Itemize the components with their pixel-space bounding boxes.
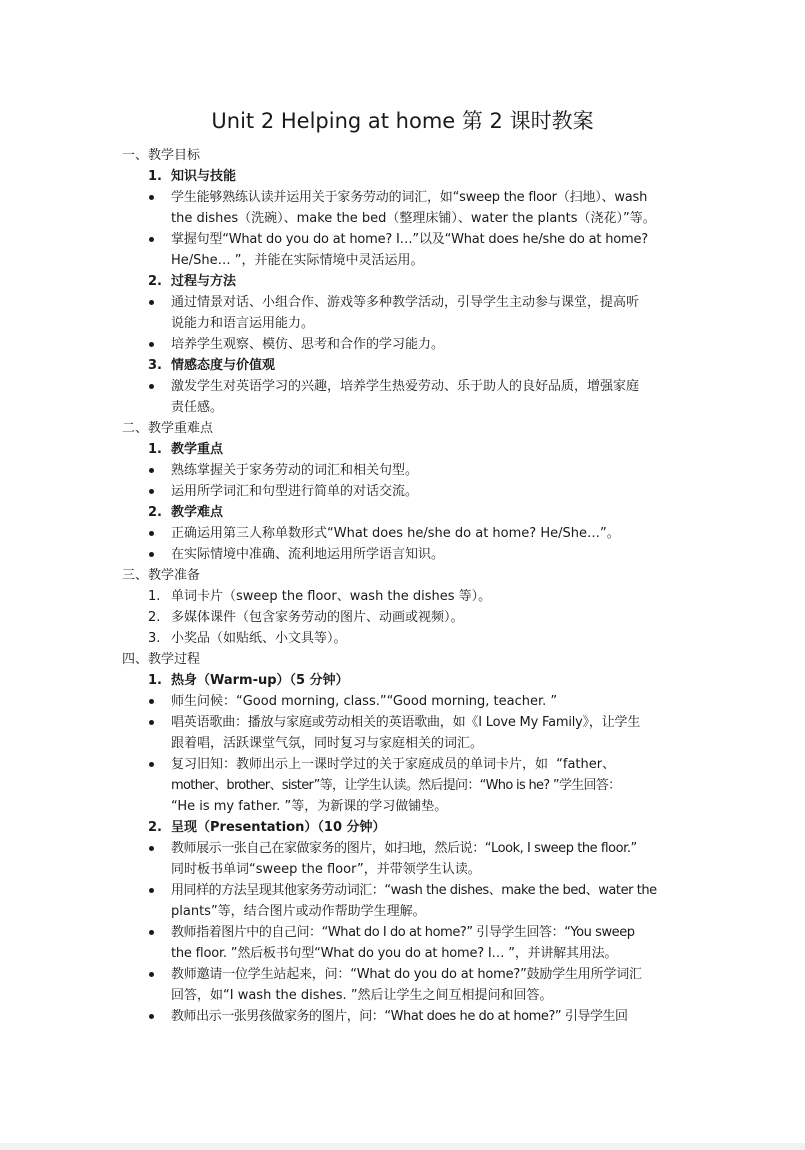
bullet-text-line: 用同样的方法呈现其他家务劳动词汇：“wash the dishes、make the bed、water the bbox=[171, 883, 657, 898]
bullet-item bbox=[122, 754, 687, 817]
subheading-label: 教学难点 bbox=[171, 505, 224, 520]
subheading-difficulties bbox=[122, 502, 687, 523]
bullet-text-line: 教师出示一张男孩做家务的图片，问：“What does he do at home?” 引导学生回 bbox=[171, 1009, 628, 1024]
subheading-process-methods bbox=[122, 271, 687, 292]
bullet-icon bbox=[149, 300, 154, 305]
bullet-icon bbox=[149, 237, 154, 242]
bullet-item bbox=[122, 1006, 687, 1027]
subheading-knowledge-skills bbox=[122, 166, 687, 187]
section-heading-key-points: 二、教学重难点 bbox=[122, 421, 214, 436]
bullet-text-line: 跟着唱，活跃课堂气氛，同时复习与家庭相关的词汇。 bbox=[171, 736, 484, 751]
section-heading-procedure: 四、教学过程 bbox=[122, 652, 201, 667]
bullet-text-line: 唱英语歌曲：播放与家庭或劳动相关的英语歌曲，如《I Love My Family》，让学生 bbox=[171, 715, 641, 730]
subheading-label: 情感态度与价值观 bbox=[171, 358, 276, 373]
numbered-item bbox=[122, 586, 687, 607]
bullet-text-line: the floor. ”然后板书句型“What do you do at home? I… ”，并讲解其用法。 bbox=[171, 946, 618, 961]
bullet-icon bbox=[149, 846, 154, 851]
list-number: 3. bbox=[148, 631, 161, 646]
subheading-key-focus bbox=[122, 439, 687, 460]
subheading-label: 教学重点 bbox=[171, 442, 224, 457]
bullet-item bbox=[122, 187, 687, 229]
bullet-text-line: plants”等，结合图片或动作帮助学生理解。 bbox=[171, 904, 426, 919]
subheading-presentation bbox=[122, 817, 687, 838]
bullet-text-line: “He is my father. ”等，为新课的学习做铺垫。 bbox=[171, 799, 448, 814]
numbered-item bbox=[122, 628, 687, 649]
bullet-item bbox=[122, 481, 687, 502]
bullet-item bbox=[122, 544, 687, 565]
bullet-text-line: 通过情景对话、小组合作、游戏等多种教学活动，引导学生主动参与课堂，提高听 bbox=[171, 295, 640, 310]
bullet-icon bbox=[149, 195, 154, 200]
bullet-item bbox=[122, 838, 687, 880]
bullet-text-line: mother、brother、sister”等，让学生认读。然后提问：“Who is he? ”学生回答： bbox=[171, 778, 621, 793]
bullet-text-line: 正确运用第三人称单数形式“What does he/she do at home? He/She…”。 bbox=[171, 526, 620, 541]
bullet-text-line: 回答，如“I wash the dishes. ”然后让学生之间互相提问和回答。 bbox=[171, 988, 553, 1003]
subheading-label: 热身（Warm-up）（5 分钟） bbox=[171, 673, 349, 688]
bullet-item bbox=[122, 523, 687, 544]
bullet-item bbox=[122, 922, 687, 964]
subheading-label: 过程与方法 bbox=[171, 274, 237, 289]
subheading-label: 知识与技能 bbox=[171, 169, 237, 184]
bullet-icon bbox=[149, 930, 154, 935]
bullet-icon bbox=[149, 888, 154, 893]
bullet-text-line: He/She… ”，并能在实际情境中灵活运用。 bbox=[171, 253, 424, 268]
bullet-icon bbox=[149, 762, 154, 767]
bullet-item bbox=[122, 964, 687, 1006]
numbered-item bbox=[122, 607, 687, 628]
document-body bbox=[122, 145, 687, 1027]
bullet-text-line: 同时板书单词“sweep the floor”，并带领学生认读。 bbox=[171, 862, 481, 877]
numbered-item-text: 单词卡片（sweep the floor、wash the dishes 等）。 bbox=[171, 589, 492, 604]
bullet-icon bbox=[149, 699, 154, 704]
bullet-item bbox=[122, 880, 687, 922]
bullet-text-line: 熟练掌握关于家务劳动的词汇和相关句型。 bbox=[171, 463, 419, 478]
bullet-icon bbox=[149, 384, 154, 389]
bullet-text-line: 师生问候：“Good morning, class.”“Good morning, teacher. ” bbox=[171, 694, 558, 709]
bullet-icon bbox=[149, 972, 154, 977]
bullet-item bbox=[122, 712, 687, 754]
list-number: 1. bbox=[148, 673, 162, 688]
subheading-warm-up bbox=[122, 670, 687, 691]
bullet-text-line: 教师邀请一位学生站起来，问：“What do you do at home?”鼓励学生用所学词汇 bbox=[171, 967, 642, 982]
bullet-text-line: 在实际情境中准确、流利地运用所学语言知识。 bbox=[171, 547, 445, 562]
bullet-text-line: 教师展示一张自己在家做家务的图片，如扫地，然后说：“Look, I sweep the floor.” bbox=[171, 841, 637, 856]
bullet-text-line: 责任感。 bbox=[171, 400, 224, 415]
bullet-item bbox=[122, 229, 687, 271]
list-number: 1. bbox=[148, 442, 162, 457]
bullet-icon bbox=[149, 720, 154, 725]
list-number: 2. bbox=[148, 505, 162, 520]
section-heading-objectives: 一、教学目标 bbox=[122, 148, 201, 163]
list-number: 2. bbox=[148, 610, 161, 625]
bullet-icon bbox=[149, 489, 154, 494]
bullet-text-line: 掌握句型“What do you do at home? I…”以及“What does he/she do at home? bbox=[171, 232, 648, 247]
list-number: 3. bbox=[148, 358, 162, 373]
section-heading-preparation: 三、教学准备 bbox=[122, 568, 201, 583]
bullet-text-line: 培养学生观察、模仿、思考和合作的学习能力。 bbox=[171, 337, 445, 352]
bullet-text-line: 复习旧知：教师出示上一课时学过的关于家庭成员的单词卡片，如 “father、 bbox=[171, 757, 616, 772]
bullet-item bbox=[122, 460, 687, 481]
list-number: 2. bbox=[148, 820, 162, 835]
bullet-item bbox=[122, 334, 687, 355]
bullet-item bbox=[122, 376, 687, 418]
bullet-text-line: the dishes（洗碗）、make the bed（整理床铺）、water the plants（浇花）”等。 bbox=[171, 211, 656, 226]
bullet-text-line: 激发学生对英语学习的兴趣，培养学生热爱劳动、乐于助人的良好品质，增强家庭 bbox=[171, 379, 640, 394]
bullet-item bbox=[122, 292, 687, 334]
numbered-item-text: 小奖品（如贴纸、小文具等）。 bbox=[171, 631, 347, 646]
list-number: 1. bbox=[148, 169, 162, 184]
subheading-label: 呈现（Presentation）（10 分钟） bbox=[171, 820, 386, 835]
bullet-text-line: 说能力和语言运用能力。 bbox=[171, 316, 315, 331]
bullet-icon bbox=[149, 468, 154, 473]
bullet-text-line: 学生能够熟练认读并运用关于家务劳动的词汇，如“sweep the floor（扫地）、wash bbox=[171, 190, 648, 205]
numbered-item-text: 多媒体课件（包含家务劳动的图片、动画或视频）。 bbox=[171, 610, 464, 625]
bullet-icon bbox=[149, 552, 154, 557]
list-number: 1. bbox=[148, 589, 161, 604]
bullet-icon bbox=[149, 342, 154, 347]
bullet-text-line: 教师指着图片中的自己问：“What do I do at home?” 引导学生回答：“You sweep bbox=[171, 925, 635, 940]
bullet-item bbox=[122, 691, 687, 712]
list-number: 2. bbox=[148, 274, 162, 289]
page-title: Unit 2 Helping at home 第 2 课时教案 bbox=[211, 109, 594, 133]
bullet-icon bbox=[149, 531, 154, 536]
subheading-attitudes-values bbox=[122, 355, 687, 376]
bullet-icon bbox=[149, 1014, 154, 1019]
bullet-text-line: 运用所学词汇和句型进行简单的对话交流。 bbox=[171, 484, 419, 499]
